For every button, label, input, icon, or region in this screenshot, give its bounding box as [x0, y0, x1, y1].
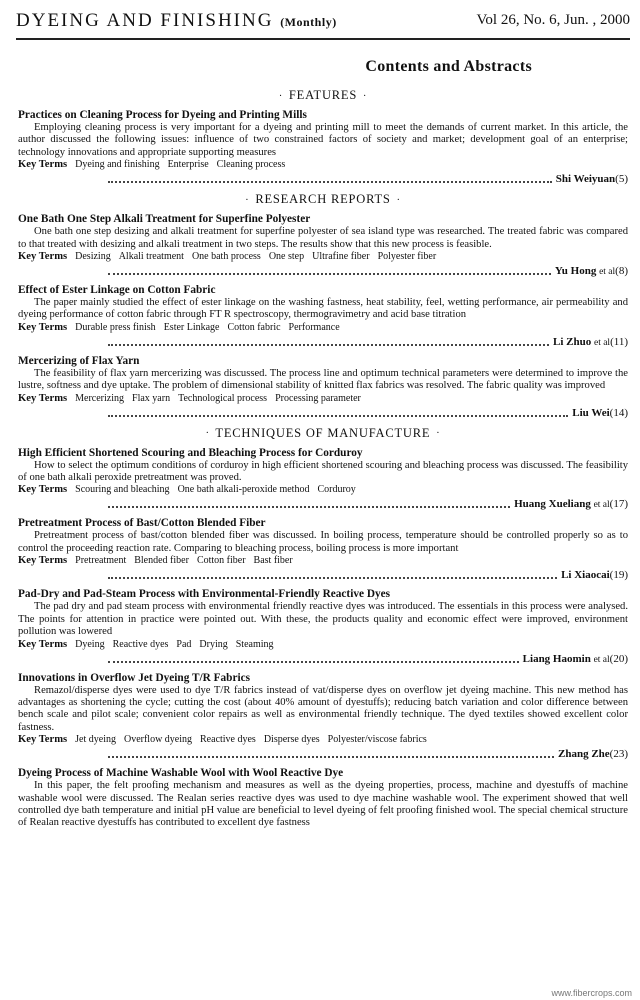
author-line	[18, 497, 628, 511]
article-abstract: Remazol/disperse dyes were used to dye T/R fabrics instead of vat/disperse dyes on overflow jet dyeing machine. This new method has advantages as shortening the cycle; cutting the cost (about 40% amount of dyestuffs); reducing batch variation and color difference between bench scale and pilot scale; convenient color repairs as well as environmental friendly technique. The dyed textiles showed excellent color fastness.	[18, 684, 628, 733]
article-title: Practices on Cleaning Process for Dyeing and Printing Mills	[18, 109, 307, 121]
author-line	[18, 172, 628, 186]
page-number: (5)	[615, 173, 628, 186]
key-terms-label: Key Terms	[18, 555, 68, 567]
page-number: (14)	[609, 406, 628, 419]
author-line	[18, 406, 628, 420]
key-terms-label: Key Terms	[18, 159, 68, 171]
leader-dots	[108, 338, 549, 346]
article-title: Effect of Ester Linkage on Cotton Fabric	[18, 284, 216, 297]
key-term: Reactive dyes	[200, 734, 256, 746]
contents-list	[18, 86, 628, 836]
key-term: Polyester fiber	[377, 251, 437, 263]
key-term: Processing parameter	[275, 392, 361, 404]
article-entry	[18, 517, 628, 582]
article-author	[553, 336, 628, 348]
article-author	[556, 173, 628, 185]
key-terms	[18, 639, 628, 651]
key-term: Cotton fiber	[196, 555, 246, 567]
key-term: Ester Linkage	[163, 321, 220, 333]
key-term: Ultrafine fiber	[312, 251, 370, 263]
article-title: Mercerizing of Flax Yarn	[18, 354, 140, 367]
key-terms-label: Key Terms	[18, 734, 68, 746]
article-author	[572, 407, 628, 419]
article-entry	[18, 109, 628, 186]
key-terms	[18, 734, 628, 746]
author-et-al: et al	[593, 337, 611, 348]
article-author	[523, 653, 628, 665]
article-entry	[18, 284, 628, 349]
journal-title: DYEING AND FINISHING	[16, 10, 274, 31]
section-heading-text: RESEARCH REPORTS	[255, 192, 391, 207]
page-title: Contents and Abstracts	[365, 58, 532, 75]
article-abstract: The pad dry and pad steam process with environmental friendly reactive dyes was introduced. The essentials in this process were analysed. The points for attention in practice were pointed out. With these, the products quality and economic effect were improved, environment pollution was lowered	[18, 601, 628, 638]
article-entry	[18, 447, 628, 512]
key-term: Jet dyeing	[75, 734, 116, 746]
author-name: Li Zhuo	[553, 335, 592, 348]
page-number: (17)	[609, 498, 628, 511]
article-title: Pad-Dry and Pad-Steam Process with Environmental-Friendly Reactive Dyes	[18, 588, 391, 601]
author-name: Shi Weiyuan	[555, 173, 616, 186]
section-heading	[18, 426, 628, 441]
page-number: (20)	[609, 652, 628, 665]
key-term: Reactive dyes	[112, 638, 169, 650]
key-term: Desizing	[75, 251, 111, 263]
key-term: Durable press finish	[75, 321, 156, 333]
section-heading-text: TECHNIQUES OF MANUFACTURE	[215, 425, 431, 440]
key-term: Overflow dyeing	[123, 734, 193, 746]
article-abstract: How to select the optimum conditions of corduroy in high efficient shortened scouring and bleaching process was discussed. The feasibility of one bath alkali peroxide pretreatment was proved.	[18, 459, 628, 484]
article-title: Innovations in Overflow Jet Dyeing T/R Fabrics	[18, 671, 251, 684]
leader-dots	[108, 409, 568, 417]
article-entry	[18, 672, 628, 762]
bullet-icon: ·	[278, 90, 283, 102]
leader-dots	[108, 750, 554, 758]
leader-dots	[108, 267, 551, 275]
article-title: Pretreatment Process of Bast/Cotton Blended Fiber	[18, 517, 266, 530]
key-term: Pad	[176, 638, 192, 650]
article-author	[514, 498, 628, 510]
key-term: Drying	[199, 638, 228, 650]
key-term: Disperse dyes	[263, 734, 320, 746]
key-terms	[18, 322, 628, 334]
article-author	[555, 265, 628, 277]
key-term: Technological process	[178, 392, 268, 404]
key-term: One bath alkali-peroxide method	[177, 484, 310, 496]
article-entry	[18, 767, 628, 830]
key-term: One bath process	[191, 251, 261, 263]
bullet-icon: ·	[205, 428, 210, 440]
key-term: Scouring and bleaching	[75, 484, 170, 496]
article-entry	[18, 213, 628, 278]
key-terms-label: Key Terms	[18, 321, 68, 333]
key-term: Cleaning process	[216, 159, 286, 171]
key-terms	[18, 555, 628, 567]
author-name: Li Xiaocai	[561, 569, 610, 582]
key-term: Blended fiber	[134, 555, 189, 567]
key-term: Dyeing and finishing	[75, 159, 160, 171]
key-term: Alkali treatment	[118, 251, 184, 263]
key-terms	[18, 393, 628, 405]
leader-dots	[108, 175, 552, 183]
key-term: One step	[268, 251, 305, 263]
author-name: Yu Hong	[554, 265, 597, 278]
author-et-al: et al	[593, 654, 610, 665]
issue-info: Vol 26, No. 6, Jun. , 2000	[476, 12, 630, 28]
article-entry	[18, 588, 628, 665]
author-et-al: et al	[593, 500, 610, 511]
article-abstract: The paper mainly studied the effect of ester linkage on the washing fastness, heat stability, feel, wetting performance, air permeability and dyeing performance of cotton fabric through FT R spectroscopy, thermogravimetry and acid base titration	[18, 297, 628, 321]
page-number: (8)	[615, 265, 628, 278]
author-line	[18, 652, 628, 666]
source-watermark: www.fibercrops.com	[551, 988, 632, 998]
author-line	[18, 747, 628, 761]
page-number: (23)	[609, 748, 628, 761]
article-abstract: Pretreatment process of bast/cotton blended fiber was discussed. In boiling process, temperature should be controlled properly so as to control the proceeding reaction rate. Comparing to bleaching process, boiling process is more important	[18, 530, 628, 554]
author-line	[18, 335, 628, 349]
section-heading	[18, 88, 628, 103]
bullet-icon: ·	[396, 194, 401, 206]
article-abstract: One bath one step desizing and alkali treatment for superfine polyester of sea island type was researched. The treated fabric was compared to that treated with desizing and alkali treatment in two steps. The results show that this new process is feasible.	[18, 226, 628, 250]
bullet-icon: ·	[245, 194, 250, 206]
author-name: Huang Xueliang	[514, 498, 591, 511]
key-term: Pretreatment	[75, 555, 127, 567]
key-terms-label: Key Terms	[18, 251, 68, 263]
author-name: Zhang Zhe	[558, 748, 610, 761]
author-name: Liu Wei	[572, 406, 610, 419]
article-entry	[18, 355, 628, 420]
key-term: Dyeing	[75, 638, 105, 650]
section-heading	[18, 192, 628, 207]
article-author	[561, 569, 628, 581]
author-et-al: et al	[599, 267, 616, 278]
page-number: (11)	[610, 335, 628, 348]
leader-dots	[108, 500, 510, 508]
article-title: Dyeing Process of Machine Washable Wool with Wool Reactive Dye	[18, 767, 344, 780]
key-term: Performance	[288, 321, 340, 333]
key-term: Bast fiber	[253, 555, 293, 567]
article-author	[558, 748, 628, 760]
journal-frequency: (Monthly)	[280, 15, 337, 29]
section-heading-text: FEATURES	[288, 88, 358, 102]
key-terms	[18, 484, 628, 496]
key-term: Polyester/viscose fabrics	[327, 734, 427, 746]
key-terms	[18, 251, 628, 263]
key-term: Corduroy	[317, 484, 356, 496]
key-term: Flax yarn	[132, 392, 171, 404]
author-line	[18, 264, 628, 278]
key-term: Steaming	[235, 638, 274, 650]
key-term: Mercerizing	[75, 392, 125, 404]
article-title: High Efficient Shortened Scouring and Bleaching Process for Corduroy	[18, 446, 363, 459]
article-abstract: Employing cleaning process is very important for a dyeing and printing mill to meet the demands of current market. In this article, the author discussed the following issues: influence of two constrained factors of society and market; development goal of an enterprise; technology innovations and appropriate supporting measures	[18, 122, 628, 158]
key-term: Cotton fabric	[227, 321, 281, 333]
article-abstract: In this paper, the felt proofing mechanism and measures as well as the dyeing properties, process, machine and dyestuffs of machine washable wool were discussed. The Realan series reactive dyes was used to dye machine washable wool. The experiment showed that well controlled dye bath temperature and initial pH value are beneficial to level dyeing of felt proofing finished wool. The special chemical structure of Realan reactive dyestuffs has contributed to excellent dye fastness	[18, 780, 628, 829]
author-line	[18, 568, 628, 582]
article-title: One Bath One Step Alkali Treatment for Superfine Polyester	[18, 213, 311, 226]
journal-name	[16, 10, 337, 32]
author-name: Liang Haomin	[522, 652, 591, 665]
leader-dots	[108, 571, 557, 579]
key-terms-label: Key Terms	[18, 638, 68, 650]
leader-dots	[108, 655, 519, 663]
article-abstract: The feasibility of flax yarn mercerizing was discussed. The process line and optimum technical parameters were determined to improve the lustre, softness and dye uptake. The problem of dimensional stability of knitted flax fabrics was resolved. The fabric quality was improved	[18, 367, 628, 392]
key-terms	[18, 159, 628, 171]
page-number: (19)	[609, 569, 628, 582]
key-terms-label: Key Terms	[18, 392, 68, 404]
key-term: Enterprise	[167, 159, 209, 171]
bullet-icon: ·	[363, 90, 368, 102]
key-terms-label: Key Terms	[18, 484, 68, 496]
bullet-icon: ·	[436, 428, 441, 440]
masthead	[16, 8, 630, 40]
